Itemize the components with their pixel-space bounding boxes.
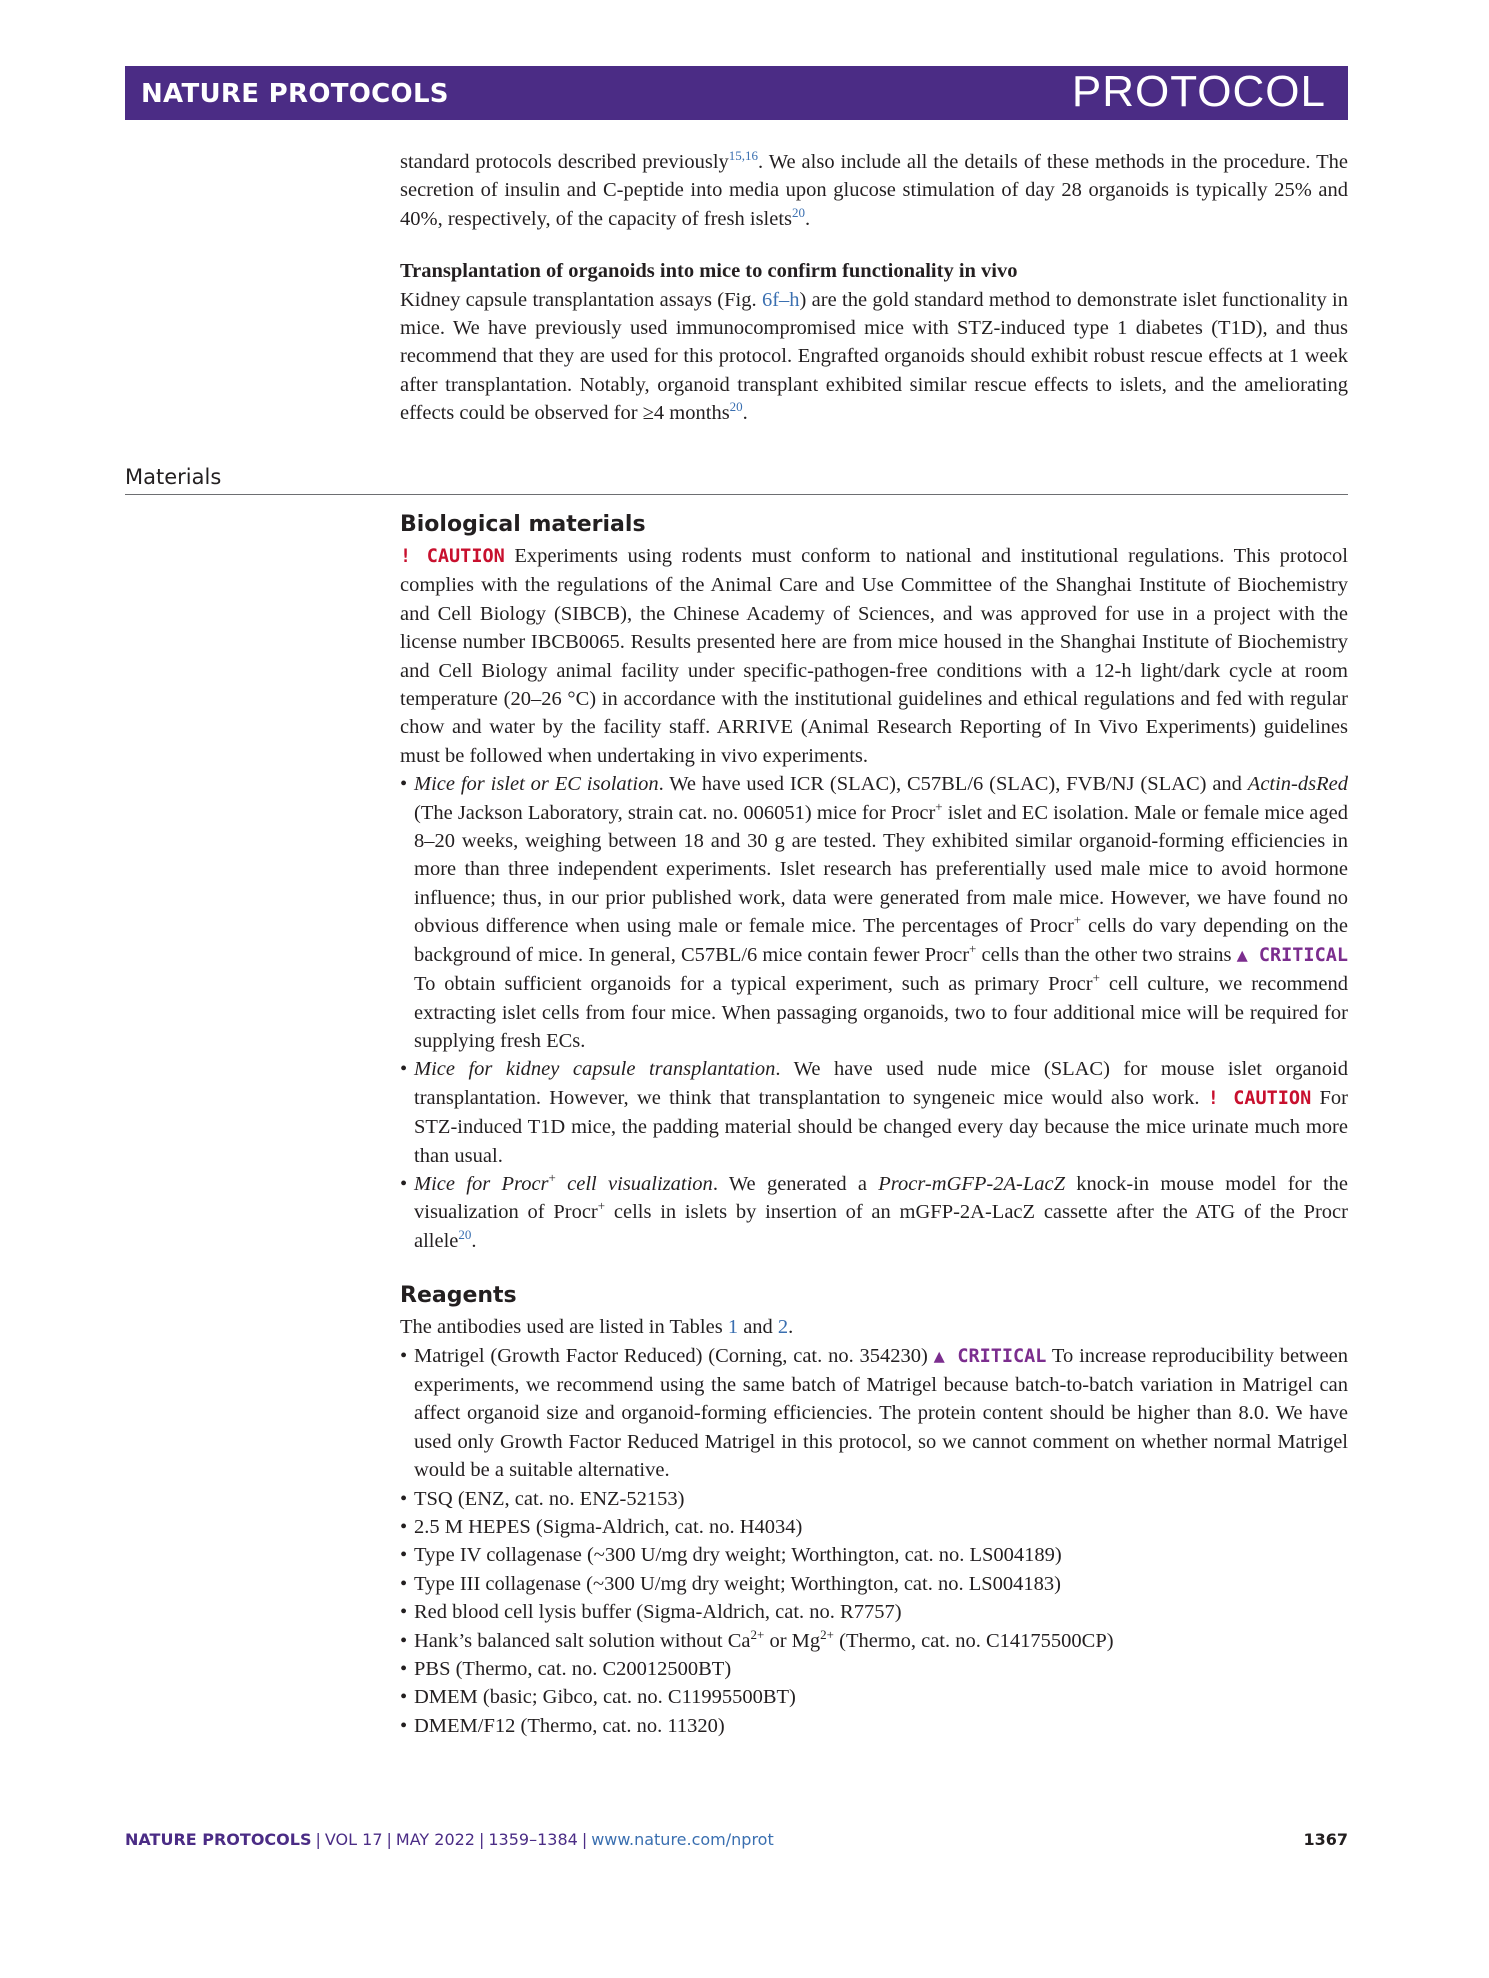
reagents-heading: Reagents (400, 1283, 517, 1309)
intro-paragraph: standard protocols described previously$^{15,16}$. We also include all the details of these methods in the procedure. The secretion of insulin and C-peptide into media upon glucose stimulation of day 28 organoids is typically 25% and 40%, respectively, of the capacity of fresh islets$^{20}$. (400, 148, 1348, 230)
section-heading: Transplantation of organoids into mice to confirm functionality in vivo (400, 260, 1018, 283)
journal-name: NATURE PROTOCOLS (141, 79, 449, 109)
citation-link[interactable]: 15,16 (728, 148, 759, 163)
footer-date: MAY 2022 (395, 1830, 475, 1849)
footer-url-link[interactable]: www.nature.com/nprot (591, 1830, 774, 1849)
list-item: • Mice for islet or EC isolation. We have used ICR (SLAC), C57BL/6 (SLAC), FVB/NJ (SLAC) and Actin-dsRed (The Jackson Laboratory, strain cat. no. 006051) mice for Procr+ islet and EC isolation. Male or female mice aged 8–20 weeks, weighing between 18 and 30 g are tested. They exhibited similar organoid-forming efficiencies in more than three independent experiments. Islet research has preferentially used male mice to avoid hormone influence; thus, in our prior published work, data were generated from male mice. However, we have found no obvious difference when using male or female mice. The percentages of Procr+ cells do vary depending on the background of mice. In general, C57BL/6 mice contain fewer Procr+ cells than the other two strains ▲ CRITICAL To obtain sufficient organoids for a typical experiment, such as primary Procr+ cell culture, we recommend extracting islet cells from four mice. When passaging organoids, two to four additional mice will be required for supplying fresh ECs. (400, 770, 1348, 1055)
reagents-intro: The antibodies used are listed in Tables 1 and 2. (400, 1316, 794, 1339)
list-item: • Type III collagenase (~300 U/mg dry weight; Worthington, cat. no. LS004183) (400, 1570, 1348, 1598)
list-item: • DMEM/F12 (Thermo, cat. no. 11320) (400, 1712, 1348, 1740)
list-item: • Mice for Procr+ cell visualization. We generated a Procr-mGFP-2A-LacZ knock-in mouse model for the visualization of Procr+ cells in islets by insertion of an mGFP-2A-LacZ cassette after the ATG of the Procr allele$^{20}$. (400, 1170, 1348, 1255)
figure-link[interactable]: 6f–h (761, 288, 800, 311)
section-divider (125, 494, 1348, 495)
reagents-list (400, 1342, 1348, 1741)
table-link[interactable]: 2 (777, 1316, 789, 1339)
footer-volume: VOL 17 (324, 1830, 383, 1849)
journal-header-bar (125, 66, 1348, 120)
table-link[interactable]: 1 (727, 1316, 739, 1339)
caution-label: ! CAUTION (400, 546, 505, 567)
biological-list (400, 770, 1348, 1255)
intro-section (400, 148, 1348, 428)
footer-pages: 1359–1384 (488, 1830, 578, 1849)
footer-journal: NATURE PROTOCOLS (125, 1830, 312, 1849)
critical-label: ▲ CRITICAL (933, 1345, 1047, 1367)
article-type: PROTOCOL (1071, 67, 1326, 116)
page-number: 1367 (1303, 1830, 1348, 1849)
caution-paragraph: ! CAUTION Experiments using rodents must conform to national and institutional regulations. This protocol complies with the regulations of the Animal Care and Use Committee of the Shanghai Institute of Biochemistry and Cell Biology (SIBCB), the Chinese Academy of Sciences, and was approved for use in a project with the license number IBCB0065. Results presented here are from mice housed in the Shanghai Institute of Biochemistry and Cell Biology animal facility under specific-pathogen-free conditions with a 12-h light/dark cycle at room temperature (20–26 °C) in accordance with the institutional guidelines and ethical regulations and fed with regular chow and water by the facility staff. ARRIVE (Animal Research Reporting of In Vivo Experiments) guidelines must be followed when undertaking in vivo experiments. (400, 545, 1348, 767)
list-item: • Type IV collagenase (~300 U/mg dry weight; Worthington, cat. no. LS004189) (400, 1541, 1348, 1569)
list-item: • DMEM (basic; Gibco, cat. no. C11995500BT) (400, 1683, 1348, 1711)
list-item: • TSQ (ENZ, cat. no. ENZ-52153) (400, 1485, 1348, 1513)
page-footer: NATURE PROTOCOLS | VOL 17 | MAY 2022 | 1359–1384 | www.nature.com/nprot 1367 (125, 1830, 1348, 1849)
biological-materials-heading: Biological materials (400, 512, 646, 537)
list-item: • PBS (Thermo, cat. no. C20012500BT) (400, 1655, 1348, 1683)
citation-link[interactable]: 20 (458, 1226, 472, 1242)
list-item: • 2.5 M HEPES (Sigma-Aldrich, cat. no. H4034) (400, 1513, 1348, 1541)
critical-label: ▲ CRITICAL (1236, 944, 1348, 966)
list-item: • Matrigel (Growth Factor Reduced) (Corning, cat. no. 354230) ▲ CRITICAL To increase reproducibility between experiments, we recommend using the same batch of Matrigel because batch-to-batch variation in Matrigel can affect organoid size and organoid-forming efficiencies. The protein content should be higher than 8.0. We have used only Growth Factor Reduced Matrigel in this protocol, so we cannot comment on whether normal Matrigel would be a suitable alternative. (400, 1342, 1348, 1485)
caution-label: ! CAUTION (1207, 1087, 1312, 1109)
citation-link[interactable]: 20 (729, 399, 743, 415)
materials-section (400, 510, 1348, 1740)
list-item: • Red blood cell lysis buffer (Sigma-Aldrich, cat. no. R7757) (400, 1598, 1348, 1626)
list-item: • Mice for kidney capsule transplantation. We have used nude mice (SLAC) for mouse islet organoid transplantation. However, we think that transplantation to syngeneic mice would also work. ! CAUTION For STZ-induced T1D mice, the padding material should be changed every day because the mice urinate much more than usual. (400, 1055, 1348, 1170)
materials-label: Materials (125, 465, 222, 489)
citation-link[interactable]: 20 (792, 204, 806, 220)
list-item: • Hank’s balanced salt solution without $Ca^{2+}$ or $Mg^{2+}$ (Thermo, cat. no. C14175500CP) (400, 1627, 1348, 1655)
transplant-paragraph: Kidney capsule transplantation assays (Fig. 6f–h) are the gold standard method to demonstrate islet functionality in mice. We have previously used immunocompromised mice with STZ-induced type 1 diabetes (T1D), and thus recommend that they are used for this protocol. Engrafted organoids should exhibit robust rescue effects at 1 week after transplantation. Notably, organoid transplant exhibited similar rescue effects to islets, and the ameliorating effects could be observed for ≥4 months$^{20}$. (400, 288, 1348, 425)
